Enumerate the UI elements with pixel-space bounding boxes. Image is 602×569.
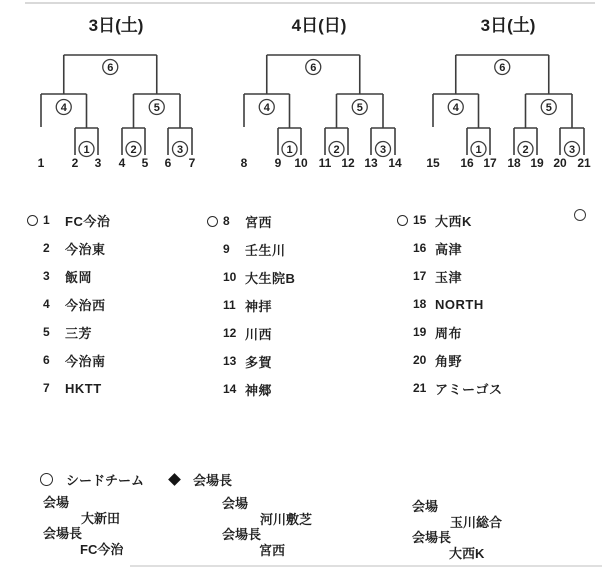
- slot-number: 10: [294, 156, 308, 170]
- team-name: 神拝: [245, 298, 273, 314]
- match-number: 4: [263, 102, 270, 114]
- venue-manager-label: 会場長: [43, 526, 83, 541]
- team-entry: [207, 375, 377, 403]
- match-number: 4: [60, 102, 67, 114]
- slot-number: 15: [426, 156, 440, 170]
- team-number: 17: [413, 269, 427, 283]
- seed-slot: [397, 215, 413, 226]
- venue-label: 会場: [412, 499, 439, 514]
- slot-number: 1: [37, 156, 45, 170]
- bracket-title: 3日(土): [88, 16, 144, 35]
- bracket-title: 3日(土): [480, 16, 536, 35]
- seed-circle-icon: [397, 215, 408, 226]
- team-name: 今治西: [65, 297, 106, 313]
- team-entry: [397, 290, 567, 318]
- team-entry: [207, 347, 377, 375]
- team-number: 9: [223, 242, 230, 256]
- seed-circle-icon: [27, 215, 38, 226]
- team-name: 多賀: [245, 354, 273, 370]
- match-number: 4: [452, 102, 459, 114]
- seed-circle-icon: [40, 473, 53, 486]
- team-number: 6: [43, 353, 50, 367]
- team-list-1: [27, 206, 197, 402]
- legend-manager-label: 会場長: [193, 473, 233, 488]
- team-name: 高津: [435, 241, 463, 257]
- venue-manager-label: 会場長: [222, 527, 262, 542]
- team-entry: [27, 290, 197, 318]
- seed-slot: [207, 216, 223, 227]
- venue-block-1: [43, 495, 123, 557]
- venue-name: 河川敷芝: [260, 511, 313, 527]
- team-name: 神郷: [245, 382, 273, 398]
- team-name: 宮西: [245, 214, 273, 230]
- bottom-edge-line: [130, 565, 602, 567]
- venue-manager-name: 大西K: [449, 545, 485, 561]
- right-edge-seed-circle-icon: [574, 209, 586, 221]
- team-number: 4: [43, 297, 50, 311]
- slot-number: 11: [318, 156, 332, 170]
- team-name: FC今治: [65, 213, 111, 229]
- team-number: 5: [43, 325, 50, 339]
- team-number: 15: [413, 213, 427, 227]
- team-number: 11: [223, 298, 236, 312]
- team-list-3: [397, 206, 567, 402]
- seed-slot: [27, 215, 43, 226]
- slot-number: 17: [483, 156, 497, 170]
- team-number: 21: [413, 381, 427, 395]
- team-name: NORTH: [435, 296, 484, 312]
- slot-number: 8: [240, 156, 248, 170]
- match-number: 1: [475, 144, 482, 156]
- match-number: 3: [176, 144, 184, 156]
- team-entry: [27, 234, 197, 262]
- bracket-3: [426, 15, 591, 170]
- venue-name: 玉川総合: [450, 514, 503, 530]
- venue-manager-name: 宮西: [259, 542, 286, 558]
- slot-number: 9: [274, 156, 282, 170]
- venue-manager-name: FC今治: [80, 541, 124, 557]
- slot-number: 19: [530, 156, 544, 170]
- team-name: 今治南: [65, 353, 106, 369]
- bracket-diagram: [0, 0, 602, 180]
- match-number: 5: [356, 102, 363, 114]
- match-number: 3: [379, 144, 387, 156]
- team-entry: [207, 235, 377, 263]
- team-number: 14: [223, 382, 237, 396]
- venue-label: 会場: [222, 496, 249, 511]
- team-number: 8: [223, 214, 230, 228]
- match-number: 1: [286, 144, 293, 156]
- team-name: 大生院B: [245, 270, 296, 286]
- team-number: 18: [413, 297, 427, 311]
- slot-number: 20: [553, 156, 567, 170]
- team-entry: [27, 206, 197, 234]
- team-name: アミーゴス: [435, 381, 503, 397]
- manager-diamond-icon: [168, 473, 181, 486]
- match-number: 2: [522, 144, 529, 156]
- slot-number: 7: [188, 156, 196, 170]
- match-number: 5: [545, 102, 552, 114]
- venue-block-2: [222, 496, 312, 558]
- team-entry: [397, 206, 567, 234]
- seed-circle-icon: [207, 216, 218, 227]
- slot-number: 12: [341, 156, 355, 170]
- match-number: 6: [499, 62, 506, 74]
- team-number: 13: [223, 354, 237, 368]
- venue-block-3: [412, 499, 502, 561]
- team-number: 16: [413, 241, 427, 255]
- match-number: 5: [153, 102, 160, 114]
- match-number: 2: [333, 144, 340, 156]
- bracket-1: [38, 15, 196, 170]
- match-number: 2: [130, 144, 137, 156]
- team-name: 今治東: [65, 241, 106, 257]
- slot-number: 21: [577, 156, 591, 170]
- team-entry: [397, 374, 567, 402]
- slot-number: 13: [364, 156, 378, 170]
- team-name: 角野: [435, 353, 463, 369]
- team-name: 壬生川: [245, 242, 286, 258]
- match-number: 1: [83, 144, 90, 156]
- team-entry: [27, 374, 197, 402]
- venue-label: 会場: [43, 495, 70, 510]
- slot-number: 6: [164, 156, 172, 170]
- team-number: 2: [43, 241, 50, 255]
- team-number: 3: [43, 269, 50, 283]
- slot-number: 2: [71, 156, 79, 170]
- slot-number: 5: [141, 156, 149, 170]
- team-name: 飯岡: [65, 269, 93, 285]
- team-entry: [207, 263, 377, 291]
- team-entry: [397, 346, 567, 374]
- team-entry: [27, 346, 197, 374]
- match-number: 6: [310, 62, 317, 74]
- venue-manager-label: 会場長: [412, 530, 452, 545]
- legend: [40, 470, 232, 489]
- team-entry: [397, 318, 567, 346]
- venue-name: 大新田: [81, 510, 121, 526]
- team-list-2: [207, 207, 377, 403]
- team-name: 周布: [435, 325, 463, 341]
- team-name: 三芳: [65, 325, 93, 341]
- slot-number: 16: [460, 156, 474, 170]
- team-entry: [207, 319, 377, 347]
- team-number: 10: [223, 270, 237, 284]
- team-name: HKTT: [65, 380, 102, 396]
- slot-number: 4: [118, 156, 126, 170]
- team-number: 7: [43, 381, 50, 395]
- team-number: 20: [413, 353, 427, 367]
- team-entry: [207, 291, 377, 319]
- match-number: 3: [568, 144, 576, 156]
- team-entry: [27, 318, 197, 346]
- team-entry: [397, 234, 567, 262]
- bracket-title: 4日(日): [291, 16, 347, 35]
- match-number: 6: [107, 62, 114, 74]
- team-entry: [397, 262, 567, 290]
- slot-number: 14: [388, 156, 402, 170]
- team-entry: [27, 262, 197, 290]
- slot-number: 18: [507, 156, 521, 170]
- team-name: 大西K: [435, 213, 472, 229]
- legend-seed-label: シードチーム: [66, 473, 145, 488]
- team-name: 玉津: [435, 269, 463, 285]
- team-number: 12: [223, 326, 237, 340]
- slot-number: 3: [94, 156, 102, 170]
- team-name: 川西: [245, 326, 273, 342]
- team-number: 19: [413, 325, 427, 339]
- team-entry: [207, 207, 377, 235]
- bracket-2: [241, 16, 402, 170]
- team-number: 1: [43, 213, 50, 227]
